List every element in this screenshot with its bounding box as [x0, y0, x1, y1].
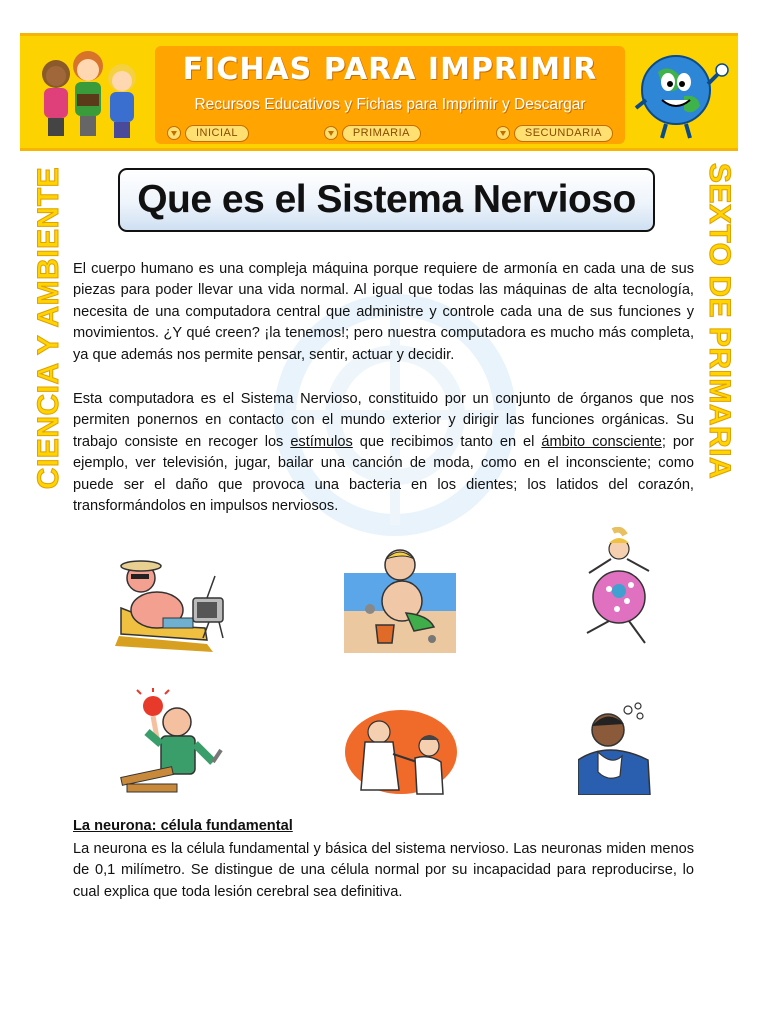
- worker-idea-icon: [117, 688, 227, 798]
- sick-man-icon: [578, 700, 658, 795]
- keyword-ambito-consciente: ámbito consciente: [541, 433, 662, 450]
- arrow-down-icon: [167, 126, 181, 140]
- nav-label: SECUNDARIA: [514, 125, 613, 142]
- nav-inicial[interactable]: [167, 124, 249, 142]
- nav-secundaria[interactable]: [496, 124, 613, 142]
- header-banner: [20, 33, 738, 151]
- dentist-patient-icon: [345, 710, 458, 797]
- grade-label: [695, 158, 743, 483]
- intro-paragraph: El cuerpo humano es una compleja máquina porque requiere de armonía en cada una de sus piezas para poder llevar una vida normal. Al igual que todas las máquinas de alta tecnología, necesita de una computadora central que administre y controle cada una de sus funciones y movimientos. ¿Y qué creen? ¡la tenemos!; pero nuestra computadora es mucho más completa, ya que además nos permite pensar, sentir, actuar y decidir.: [73, 261, 694, 363]
- globe-mascot-icon: [628, 44, 733, 144]
- nav-label: INICIAL: [185, 125, 249, 142]
- site-subtitle: Recursos Educativos y Fichas para Imprimir y Descargar: [194, 96, 586, 113]
- children-logo-icon: [30, 42, 150, 142]
- paragraph-text: que recibimos tanto en el: [352, 433, 542, 450]
- paragraph-text: ; por ejemplo, ver televisión, jugar, bailar una canción de moda, como en el inconsciente; como puede ser el daño que provoca una bacteria en los dientes; los latidos del corazón, transformándolos en impulsos nerviosos.: [73, 433, 694, 515]
- keyword-estimulos: estímulos: [290, 433, 353, 450]
- page-title: Que es el Sistema Nervioso: [137, 178, 636, 221]
- arrow-down-icon: [496, 126, 510, 140]
- nav-label: PRIMARIA: [342, 125, 421, 142]
- header-nav: [167, 124, 613, 142]
- header-panel: [155, 46, 625, 144]
- grade-text: SEXTO DE PRIMARIA: [703, 162, 737, 479]
- subject-text: CIENCIA Y AMBIENTE: [32, 166, 65, 489]
- subject-label: [25, 165, 73, 490]
- dancing-girl-icon: [579, 527, 657, 649]
- neuron-paragraph: La neurona es la célula fundamental y básica del sistema nervioso. Las neuronas miden menos de 0,1 milímetro. Se distingue de una célula normal por su incapacidad para reproducirse, lo cual explica que toda lesión cerebral sea definitiva.: [73, 841, 694, 900]
- nav-primaria[interactable]: [324, 124, 421, 142]
- section-heading: La neurona: célula fundamental: [73, 818, 293, 834]
- worksheet-title-box: [118, 168, 655, 232]
- arrow-down-icon: [324, 126, 338, 140]
- man-watching-tv-icon: [107, 548, 233, 653]
- paragraph-text: Esta computadora es el Sistema Nervioso, constituido por un conjunto de órganos que nos permiten ponernos en contacto con el mundo exterior y dirigir las funciones orgánicas. Su trabajo consiste en recoger los: [73, 391, 694, 450]
- child-playing-sand-icon: [344, 543, 456, 653]
- site-title[interactable]: FICHAS PARA IMPRIMIR: [182, 52, 598, 87]
- nervous-system-paragraph: [73, 389, 694, 517]
